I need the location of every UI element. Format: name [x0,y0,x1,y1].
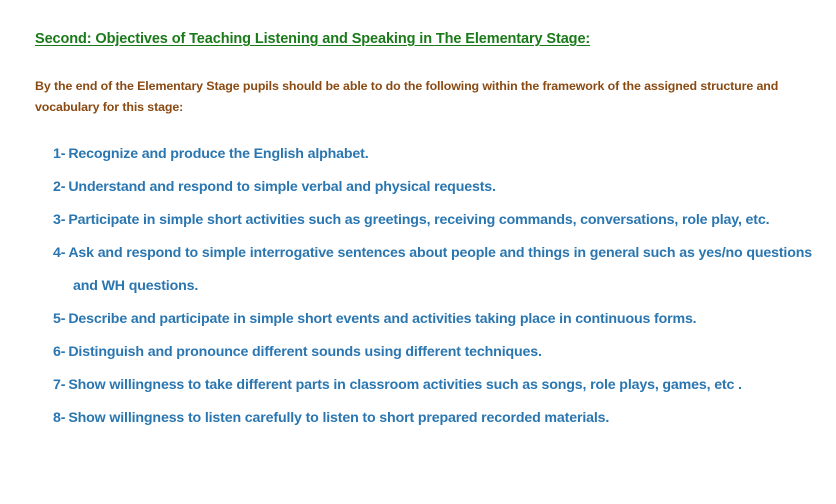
objective-text: Ask and respond to simple interrogative sentences about people and things in general such as yes/no questions and WH questions. [68,245,812,294]
objective-number: 8- [53,410,66,426]
objective-number: 3- [53,212,66,228]
objectives-list [53,138,836,435]
intro-paragraph: By the end of the Elementary Stage pupils should be able to do the following within the framework of the assigned structure and vocabulary for this stage: [35,79,779,114]
objective-text: Describe and participate in simple short events and activities taking place in continuous forms. [68,311,697,327]
objective-text: Show willingness to listen carefully to listen to short prepared recorded materials. [68,410,610,426]
objective-item [53,204,836,237]
section-heading: Second: Objectives of Teaching Listening and Speaking in The Elementary Stage: [35,31,591,47]
objective-number: 7- [53,377,66,393]
objective-text: Show willingness to take different parts in classroom activities such as songs, role plays, games, etc . [68,377,742,393]
objective-number: 1- [53,146,66,162]
objective-number: 6- [53,344,66,360]
objective-item [53,237,836,303]
objective-item [53,369,836,402]
objective-item [53,138,836,171]
objective-item [53,171,836,204]
objective-item [53,303,836,336]
objective-text: Recognize and produce the English alphabet. [68,146,369,162]
objective-number: 4- [53,245,66,261]
objective-number: 5- [53,311,66,327]
objective-number: 2- [53,179,66,195]
objective-text: Participate in simple short activities such as greetings, receiving commands, conversations, role play, etc. [68,212,770,228]
objective-item [53,402,836,435]
objective-item [53,336,836,369]
objective-text: Understand and respond to simple verbal and physical requests. [68,179,496,195]
objective-text: Distinguish and pronounce different sounds using different techniques. [68,344,542,360]
